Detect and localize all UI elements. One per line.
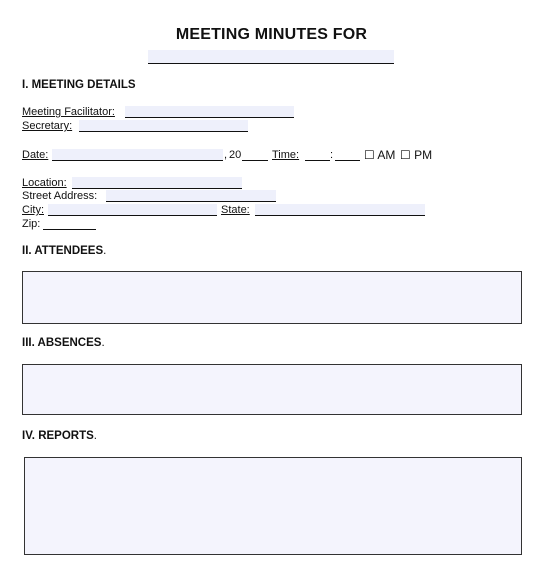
reports-heading-text: IV. REPORTS — [22, 430, 94, 442]
city-label: City: — [22, 204, 44, 216]
time-hour-field[interactable] — [305, 149, 330, 161]
state-label: State: — [221, 204, 250, 216]
attendees-heading-period: . — [103, 245, 107, 257]
zip-field[interactable] — [43, 218, 96, 230]
location-label: Location: — [22, 177, 67, 189]
section-heading-absences — [22, 337, 105, 349]
time-colon: : — [330, 149, 334, 161]
street-address-label: Street Address: — [22, 190, 98, 202]
page-title: MEETING MINUTES FOR — [175, 26, 368, 43]
am-checkbox[interactable]: ☐ AM — [364, 148, 396, 162]
year-prefix: 20 — [229, 149, 242, 161]
reports-heading-period: . — [93, 430, 97, 442]
time-minute-field[interactable] — [335, 149, 360, 161]
title-input-field[interactable] — [148, 50, 394, 64]
secretary-field[interactable] — [79, 120, 248, 132]
attendees-text-box[interactable] — [22, 271, 522, 324]
facilitator-label: Meeting Facilitator: — [22, 106, 115, 118]
date-field[interactable] — [52, 149, 223, 161]
secretary-label: Secretary: — [22, 120, 73, 132]
city-field[interactable] — [48, 204, 217, 216]
absences-heading-period: . — [101, 337, 105, 349]
attendees-heading-text: II. ATTENDEES — [22, 245, 104, 257]
location-field[interactable] — [72, 177, 242, 189]
reports-text-box[interactable] — [24, 457, 522, 555]
date-comma: , — [224, 149, 228, 161]
absences-text-box[interactable] — [22, 364, 522, 415]
section-heading-meeting-details: I. MEETING DETAILS — [22, 79, 136, 91]
absences-heading-text: III. ABSENCES — [22, 337, 102, 349]
pm-checkbox[interactable]: ☐ PM — [400, 148, 433, 162]
section-heading-attendees — [22, 245, 106, 257]
street-address-field[interactable] — [106, 190, 276, 202]
time-label: Time: — [272, 149, 300, 161]
year-field[interactable] — [242, 149, 268, 161]
state-field[interactable] — [255, 204, 425, 216]
section-heading-reports — [22, 430, 97, 442]
zip-label: Zip: — [22, 218, 41, 230]
date-label: Date: — [22, 149, 49, 161]
facilitator-field[interactable] — [125, 106, 294, 118]
